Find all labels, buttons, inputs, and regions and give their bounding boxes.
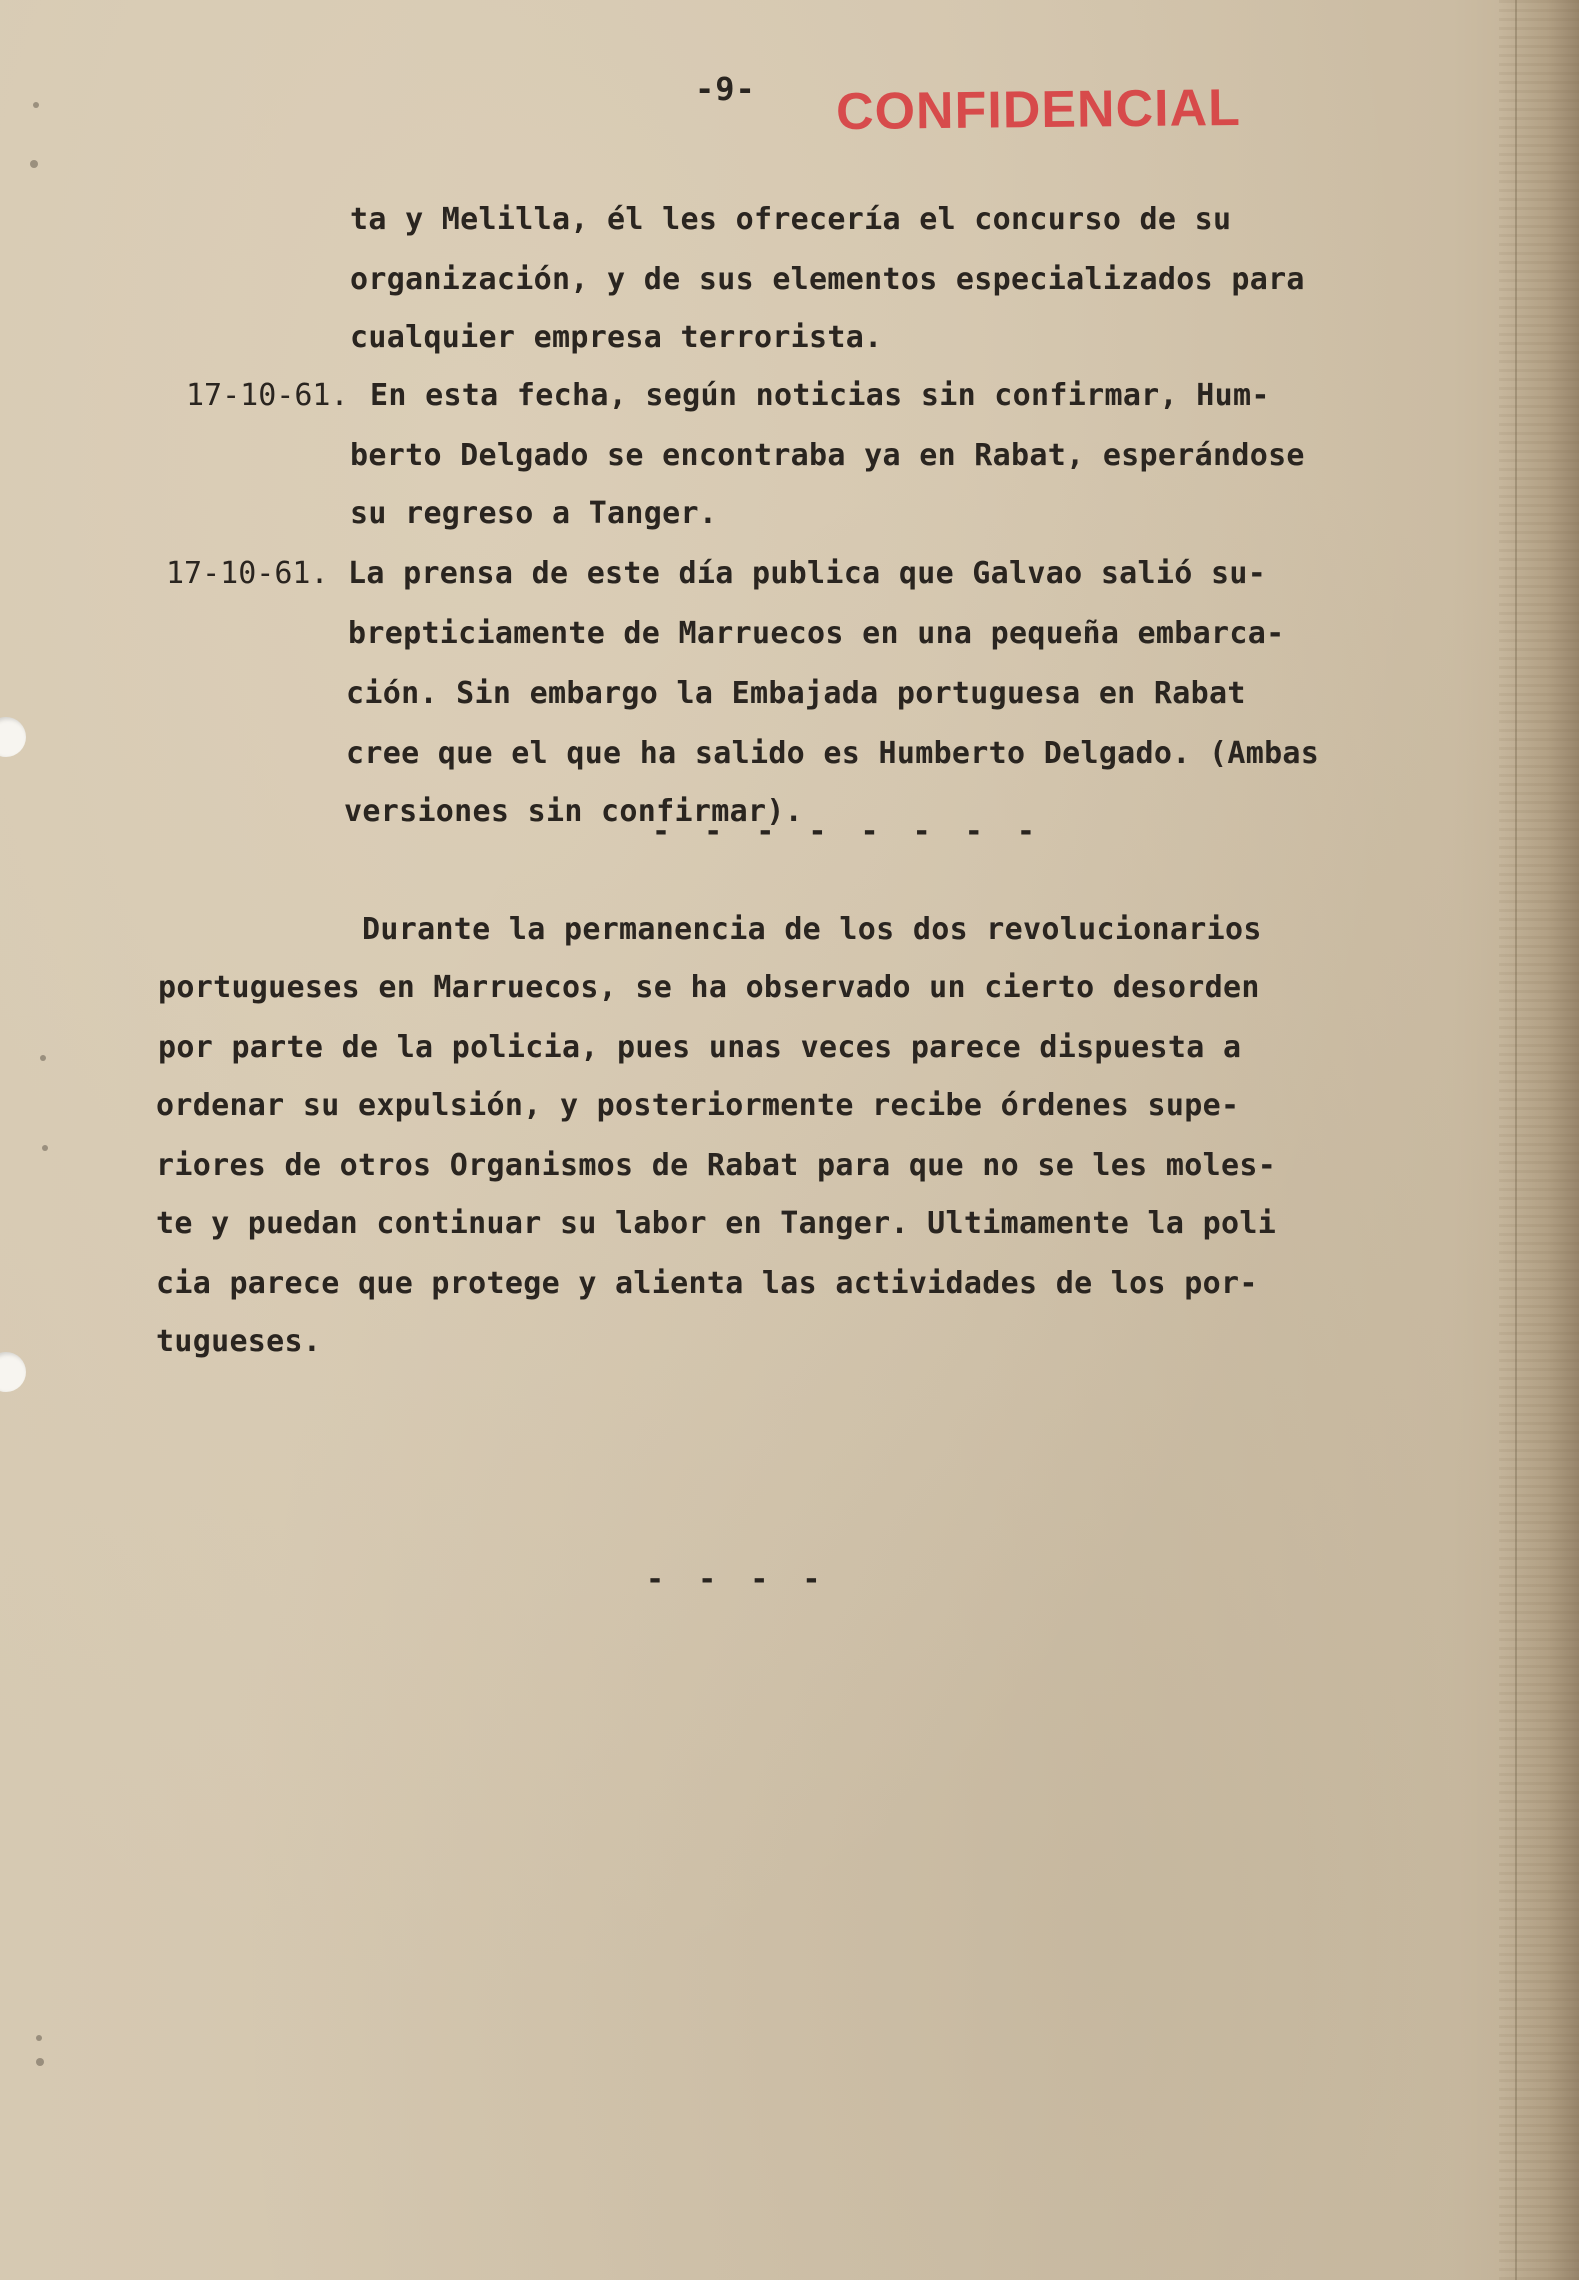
entry-line: ción. Sin embargo la Embajada portuguesa en Rabat: [346, 676, 1246, 711]
entry-line: ta y Melilla, él les ofrecería el concurso de su: [350, 202, 1232, 237]
entry-line: cualquier empresa terrorista.: [350, 320, 883, 355]
punch-hole-top: [0, 717, 26, 757]
separator-dashes: - - - - - - - -: [652, 814, 1043, 849]
paragraph-line: por parte de la policia, pues unas veces parece dispuesta a: [158, 1030, 1242, 1065]
paragraph-line: Durante la permanencia de los dos revolucionarios: [362, 912, 1262, 947]
entry-line: cree que el que ha salido es Humberto Delgado. (Ambas: [346, 736, 1320, 771]
end-separator-dashes: - - - -: [646, 1562, 829, 1597]
worn-page-edge: [1499, 0, 1579, 2280]
entry-line: versiones sin confirmar).: [344, 794, 804, 829]
margin-speck: [40, 1055, 46, 1061]
page-fold-line: [1515, 0, 1517, 2280]
margin-speck: [36, 2058, 44, 2066]
punch-hole-bottom: [0, 1352, 26, 1392]
confidential-stamp: CONFIDENCIAL: [835, 78, 1242, 142]
entry-line: La prensa de este día publica que Galvao salió su-: [348, 556, 1267, 591]
margin-speck: [36, 2035, 42, 2041]
paragraph-line: portugueses en Marruecos, se ha observado un cierto desorden: [158, 970, 1260, 1005]
margin-speck: [42, 1145, 48, 1151]
entry-date: 17-10-61.: [186, 378, 349, 413]
entry-line: En esta fecha, según noticias sin confirmar, Hum-: [370, 378, 1270, 413]
paragraph-line: riores de otros Organismos de Rabat para que no se les moles-: [156, 1148, 1277, 1183]
margin-speck: [33, 102, 39, 108]
entry-date: 17-10-61.: [166, 556, 329, 591]
entry-line: su regreso a Tanger.: [350, 496, 718, 531]
paragraph-line: ordenar su expulsión, y posteriormente recibe órdenes supe-: [156, 1088, 1240, 1123]
entry-line: brepticiamente de Marruecos en una pequeña embarca-: [348, 616, 1285, 651]
entry-line: berto Delgado se encontraba ya en Rabat, esperándose: [350, 438, 1305, 473]
paragraph-line: te y puedan continuar su labor en Tanger. Ultimamente la poli: [156, 1206, 1277, 1241]
page-number: -9-: [695, 70, 756, 108]
margin-speck: [30, 160, 38, 168]
entry-line: organización, y de sus elementos especializados para: [350, 262, 1305, 297]
paragraph-line: tugueses.: [156, 1324, 322, 1359]
paragraph-line: cia parece que protege y alienta las actividades de los por-: [156, 1266, 1258, 1301]
